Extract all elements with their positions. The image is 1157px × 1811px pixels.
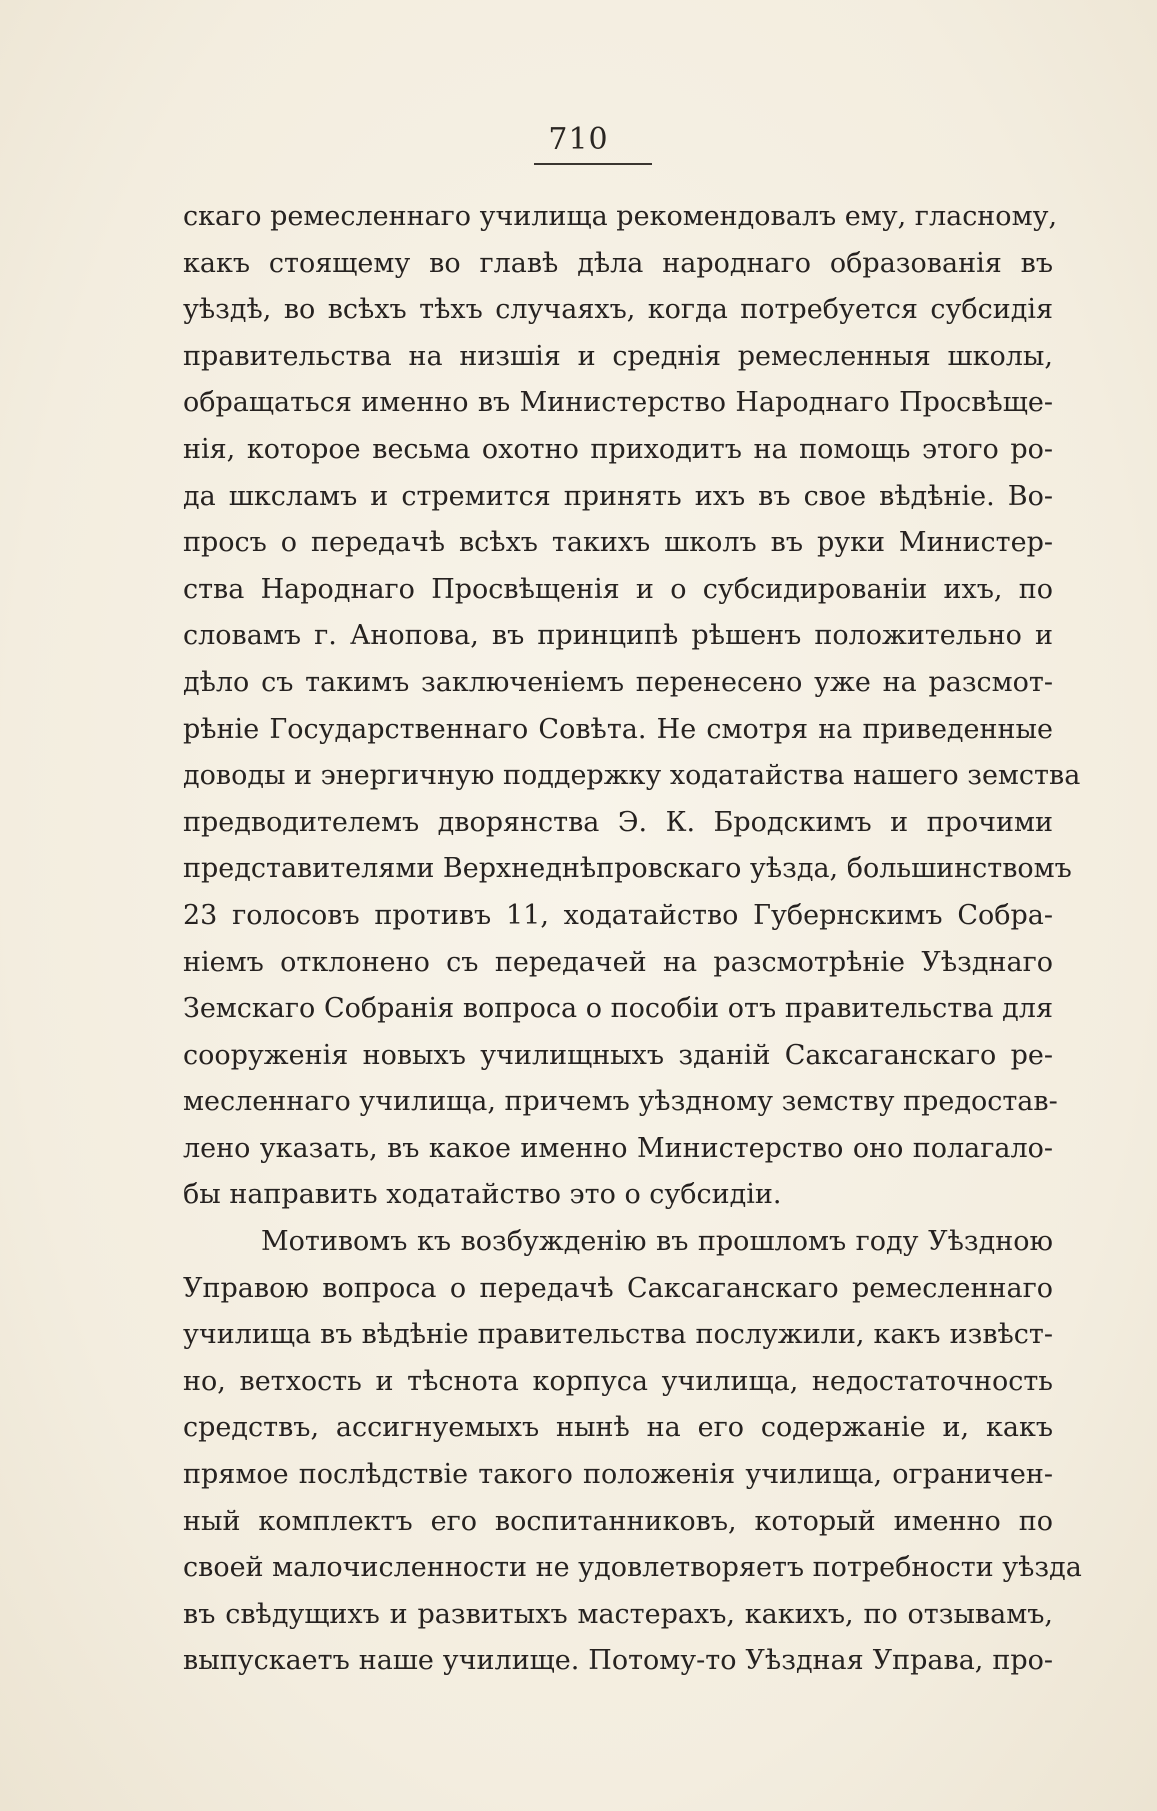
text-line: бы направить ходатайство это о субсидіи. xyxy=(183,1179,782,1211)
text-line: сооруженія новыхъ училищныхъ зданій Саксаганскаго ре- xyxy=(183,1039,1053,1071)
text-line: предводителемъ дворянства Э. К. Бродскимъ и прочими xyxy=(183,806,1053,838)
text-line: Земскаго Собранія вопроса о пособіи отъ правительства для xyxy=(183,993,1053,1025)
text-line: уѣздѣ, во всѣхъ тѣхъ случаяхъ, когда потребуется субсидія xyxy=(183,294,1053,326)
text-line: въ свѣдущихъ и развитыхъ мастерахъ, какихъ, по отзывамъ, xyxy=(183,1598,1053,1630)
text-line: прямое послѣдствіе такого положенія училища, ограничен- xyxy=(183,1459,1053,1491)
text-line: 23 голосовъ противъ 11, ходатайство Губернскимъ Собра- xyxy=(183,899,1053,931)
text-line: просъ о передачѣ всѣхъ такихъ школъ въ руки Министер- xyxy=(183,527,1053,559)
text-line: представителями Верхнеднѣпровскаго уѣзда, большинствомъ xyxy=(183,853,1072,885)
text-line: словамъ г. Анопова, въ принципѣ рѣшенъ положительно и xyxy=(183,620,1053,652)
text-line: скаго ремесленнаго училища рекомендовалъ ему, гласному, xyxy=(183,201,1058,232)
text-line: правительства на низшія и среднія ремесленныя школы, xyxy=(183,340,1053,372)
paragraph-1 xyxy=(183,194,1081,1219)
text-line: обращаться именно въ Министерство Народнаго Просвѣще- xyxy=(183,387,1053,419)
text-line: да шксламъ и стремится принять ихъ въ свое вѣдѣніе. Во- xyxy=(183,480,1053,512)
text-line: месленнаго училища, причемъ уѣздному земству предостав- xyxy=(183,1086,1058,1118)
text-line: ный комплектъ его воспитанниковъ, который именно по xyxy=(183,1505,1053,1537)
text-line: ства Народнаго Просвѣщенія и о субсидированіи ихъ, по xyxy=(183,573,1053,605)
page-number-container xyxy=(0,122,1157,158)
page-number: 710 xyxy=(548,122,609,157)
text-line: нія, которое весьма охотно приходитъ на помощь этого ро- xyxy=(183,433,1053,465)
text-line: какъ стоящему во главѣ дѣла народнаго образованія въ xyxy=(183,247,1053,279)
paragraph-2 xyxy=(183,1219,1082,1685)
text-line: своей малочисленности не удовлетворяетъ потребности уѣзда xyxy=(183,1552,1082,1584)
text-line: дѣло съ такимъ заключеніемъ перенесено уже на разсмот- xyxy=(183,666,1053,698)
text-line: Мотивомъ къ возбужденію въ прошломъ году Уѣздною xyxy=(261,1226,1053,1258)
text-line: училища въ вѣдѣніе правительства послужили, какъ извѣст- xyxy=(183,1319,1053,1351)
text-line: но, ветхость и тѣснота корпуса училища, недостаточность xyxy=(183,1365,1053,1397)
page-number-underline xyxy=(534,163,652,165)
text-line: Управою вопроса о передачѣ Саксаганскаго ремесленнаго xyxy=(183,1272,1053,1304)
text-line: рѣніе Государственнаго Совѣта. Не смотря на приведенные xyxy=(183,713,1053,745)
text-line: доводы и энергичную поддержку ходатайства нашего земства xyxy=(183,760,1081,792)
text-line: ніемъ отклонено съ передачей на разсмотрѣніе Уѣзднаго xyxy=(183,946,1053,978)
body-text xyxy=(183,194,1082,1685)
text-line: выпускаетъ наше училище. Потому-то Уѣздная Управа, про- xyxy=(183,1645,1053,1677)
text-line: лено указать, въ какое именно Министерство оно полагало- xyxy=(183,1132,1053,1164)
text-line: средствъ, ассигнуемыхъ нынѣ на его содержаніе и, какъ xyxy=(183,1412,1053,1444)
